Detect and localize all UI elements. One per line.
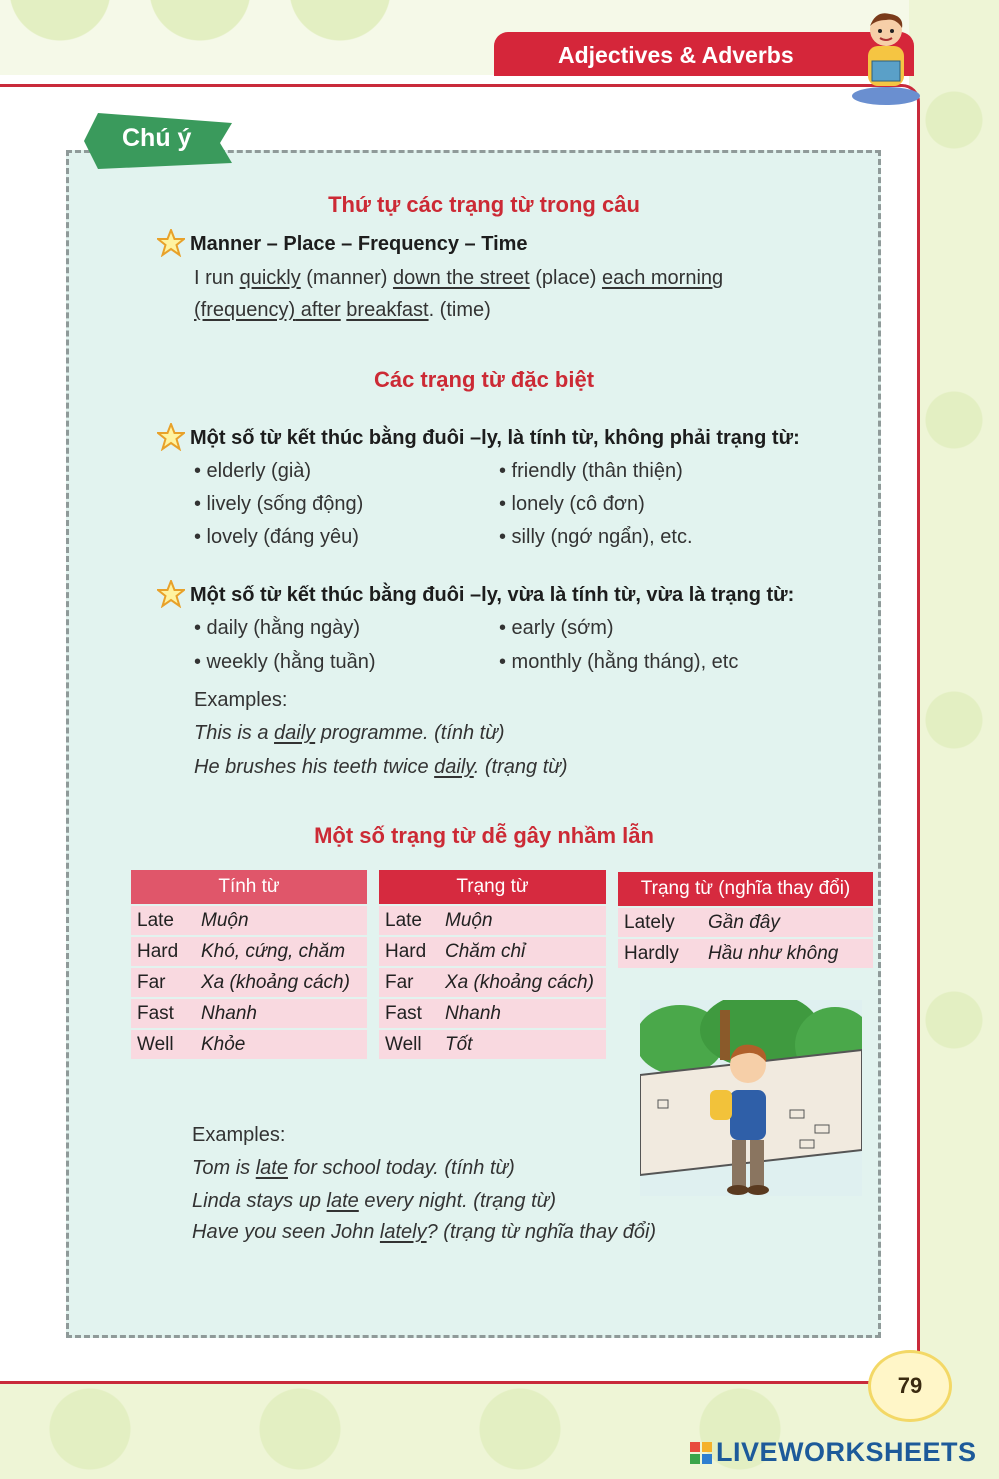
example-sentence: Have you seen John lately? (trạng từ nghĩa thay đổi) bbox=[192, 1221, 657, 1243]
chapter-title: Adjectives & Adverbs bbox=[494, 32, 914, 76]
right-decoration bbox=[909, 0, 999, 1479]
page-number: 79 bbox=[868, 1350, 952, 1422]
star-icon bbox=[157, 580, 185, 608]
table-header: Trạng từ (nghĩa thay đổi) bbox=[618, 872, 873, 906]
table-header: Trạng từ bbox=[379, 870, 606, 904]
section-heading-confusing-adverbs: Một số trạng từ dễ gây nhầm lẫn bbox=[314, 823, 654, 848]
list-item: • lonely (cô đơn) bbox=[499, 493, 645, 515]
examples-label: Examples: bbox=[192, 1124, 286, 1146]
example-sentence: Linda stays up late every night. (trạng từ) bbox=[192, 1190, 556, 1212]
table-row: Well Tốt bbox=[379, 1030, 606, 1059]
table-row: Well Khỏe bbox=[131, 1030, 367, 1059]
example-sentence: Tom is late for school today. (tính từ) bbox=[192, 1157, 515, 1179]
brand-name: LIVEWORKSHEETS bbox=[716, 1437, 977, 1467]
list-item: • friendly (thân thiện) bbox=[499, 460, 683, 482]
star-icon bbox=[157, 229, 185, 257]
table-row: Far Xa (khoảng cách) bbox=[131, 968, 367, 997]
adverbs-table bbox=[379, 868, 606, 1061]
list-item: • monthly (hằng tháng), etc bbox=[499, 651, 739, 673]
late-boy-illustration bbox=[640, 1000, 862, 1196]
table-row: Far Xa (khoảng cách) bbox=[379, 968, 606, 997]
example-sentence: This is a daily programme. (tính từ) bbox=[194, 722, 505, 744]
list-item: • lovely (đáng yêu) bbox=[194, 526, 359, 548]
table-header: Tính từ bbox=[131, 870, 367, 904]
table-row: Hard Khó, cứng, chăm bbox=[131, 937, 367, 966]
ly-adjective-rule: Một số từ kết thúc bằng đuôi –ly, là tính từ, không phải trạng từ: bbox=[190, 427, 800, 449]
adverb-order-rule: Manner – Place – Frequency – Time bbox=[190, 233, 528, 255]
note-tag-label: Chú ý bbox=[122, 124, 192, 152]
list-item: • early (sớm) bbox=[499, 617, 614, 639]
reading-boy-icon bbox=[846, 6, 924, 106]
list-item: • daily (hằng ngày) bbox=[194, 617, 360, 639]
section-heading-adverb-order: Thứ tự các trạng từ trong câu bbox=[328, 192, 640, 217]
table-row: Hardly Hầu như không bbox=[618, 939, 873, 968]
list-item: • weekly (hằng tuần) bbox=[194, 651, 376, 673]
star-icon bbox=[157, 423, 185, 451]
adjectives-table bbox=[131, 868, 367, 1061]
examples-label: Examples: bbox=[194, 689, 288, 711]
example-sentence: He brushes his teeth twice daily. (trạng từ) bbox=[194, 756, 568, 778]
table-row: Hard Chăm chỉ bbox=[379, 937, 606, 966]
section-heading-special-adverbs: Các trạng từ đặc biệt bbox=[373, 367, 595, 392]
table-row: Late Muộn bbox=[379, 906, 606, 935]
changed-meaning-adverbs-table bbox=[618, 870, 873, 970]
ly-both-rule: Một số từ kết thúc bằng đuôi –ly, vừa là tính từ, vừa là trạng từ: bbox=[190, 584, 795, 606]
list-item: • lively (sống động) bbox=[194, 493, 364, 515]
table-row: Lately Gần đây bbox=[618, 908, 873, 937]
adverb-order-example-line2: (frequency) after breakfast. (time) bbox=[194, 299, 491, 321]
list-item: • silly (ngớ ngẩn), etc. bbox=[499, 526, 693, 548]
list-item: • elderly (già) bbox=[194, 460, 312, 482]
table-row: Fast Nhanh bbox=[379, 999, 606, 1028]
adverb-order-example-line1: I run quickly (manner) down the street (place) each morning bbox=[194, 267, 724, 289]
table-row: Fast Nhanh bbox=[131, 999, 367, 1028]
table-row: Late Muộn bbox=[131, 906, 367, 935]
liveworksheets-logo-icon bbox=[690, 1442, 714, 1466]
